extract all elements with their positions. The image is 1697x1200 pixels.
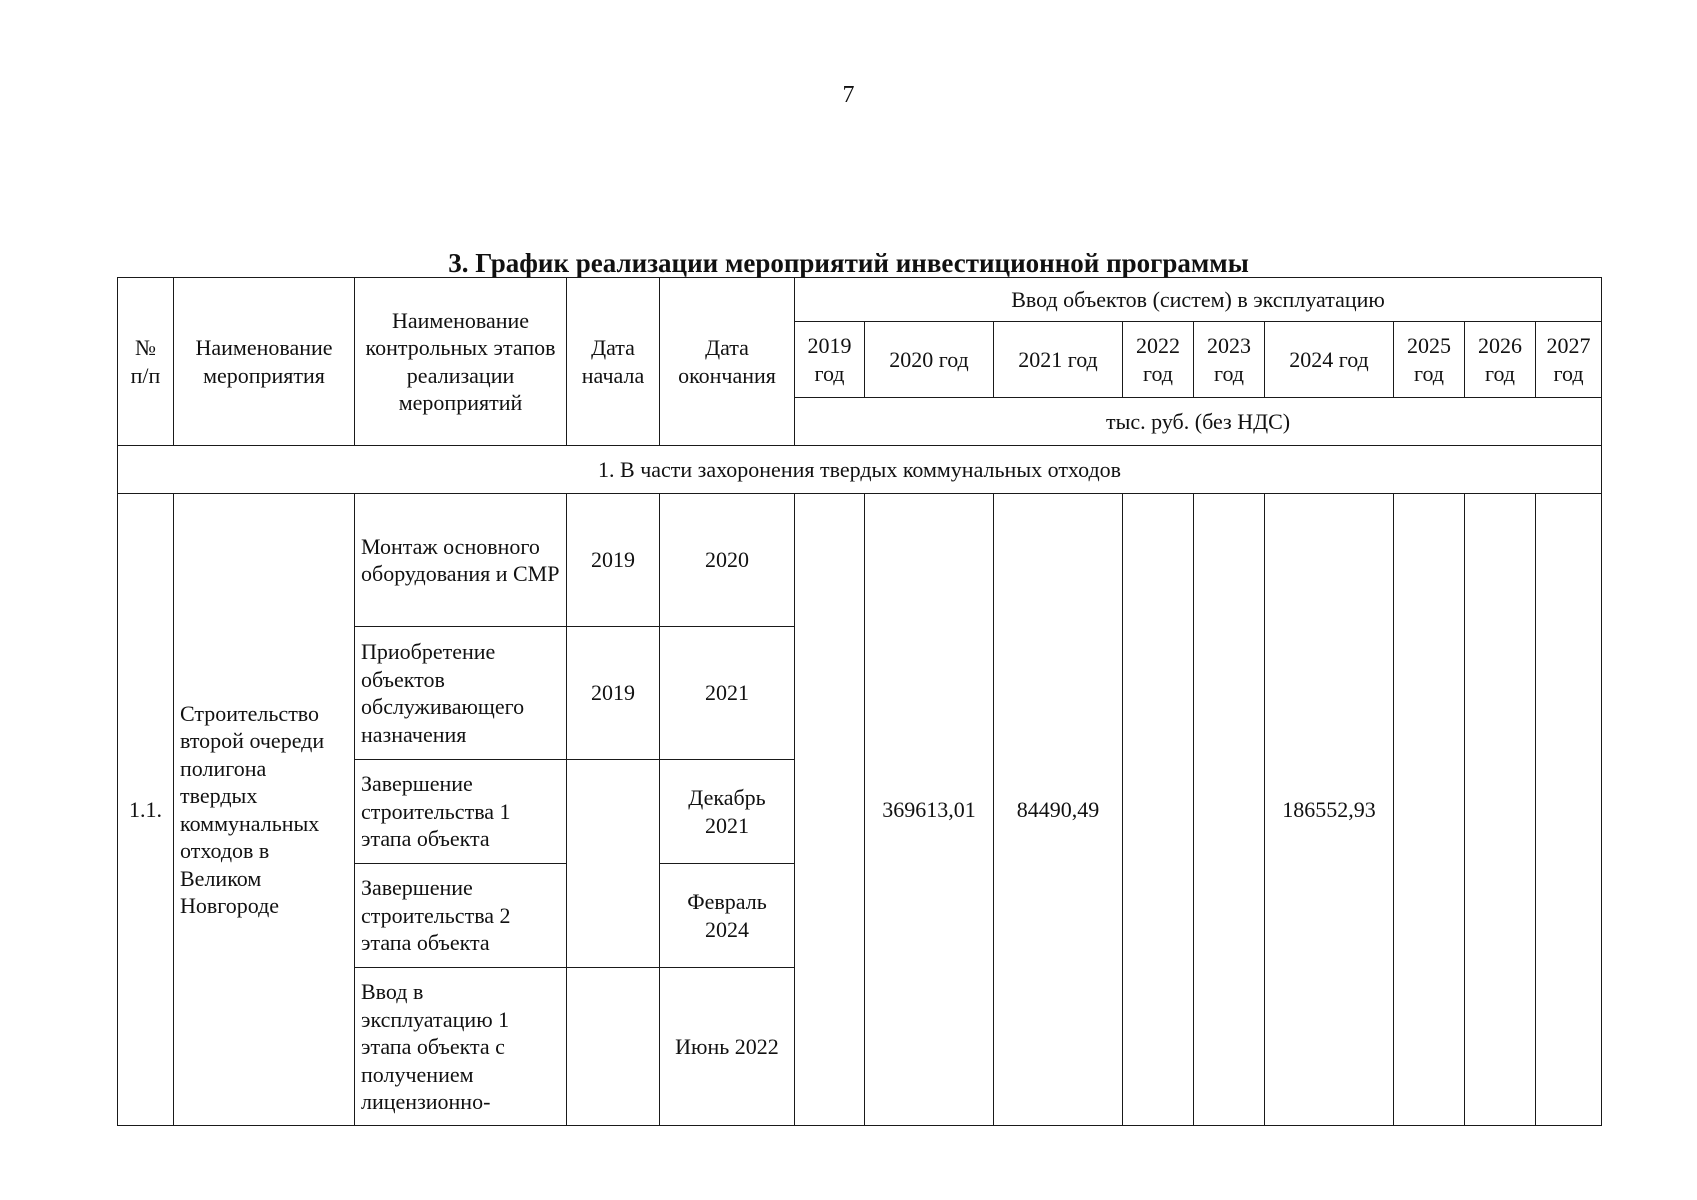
stage-start <box>567 760 660 968</box>
stage-name: Приобретение объектов обслуживающего назначения <box>355 627 567 760</box>
header-year-2024: 2024 год <box>1265 322 1394 398</box>
header-year-2026: 2026 год <box>1465 322 1536 398</box>
stage-end: Февраль 2024 <box>660 864 795 968</box>
stage-end: 2021 <box>660 627 795 760</box>
stage-start <box>567 968 660 1126</box>
page-number: 7 <box>842 82 855 108</box>
item-number: 1.1. <box>118 494 174 1126</box>
value-2019 <box>795 494 865 1126</box>
header-stages: Наименование контрольных этапов реализации мероприятий <box>355 278 567 446</box>
stage-end: Июнь 2022 <box>660 968 795 1126</box>
value-2022 <box>1123 494 1194 1126</box>
header-name: Наименование мероприятия <box>174 278 355 446</box>
header-year-2027: 2027 год <box>1536 322 1602 398</box>
value-2021: 84490,49 <box>994 494 1123 1126</box>
header-year-2025: 2025 год <box>1394 322 1465 398</box>
header-year-2022: 2022 год <box>1123 322 1194 398</box>
value-2026 <box>1465 494 1536 1126</box>
header-commissioning: Ввод объектов (систем) в эксплуатацию <box>795 278 1602 322</box>
section-title: 1. В части захоронения твердых коммунальных отходов <box>118 446 1602 494</box>
header-row-group <box>118 278 1602 322</box>
header-year-2023: 2023 год <box>1194 322 1265 398</box>
stage-start: 2019 <box>567 494 660 627</box>
stage-end: Декабрь 2021 <box>660 760 795 864</box>
stage-name: Завершение строительства 1 этапа объекта <box>355 760 567 864</box>
header-year-2021: 2021 год <box>994 322 1123 398</box>
item-name: Строительство второй очереди полигона твердых коммунальных отходов в Великом Новгороде <box>174 494 355 1126</box>
header-end-date: Дата окончания <box>660 278 795 446</box>
header-num: № п/п <box>118 278 174 446</box>
header-year-2019: 2019 год <box>795 322 865 398</box>
stage-start: 2019 <box>567 627 660 760</box>
header-year-2020: 2020 год <box>865 322 994 398</box>
stage-end: 2020 <box>660 494 795 627</box>
stage-name: Ввод в эксплуатацию 1 этапа объекта с получением лицензионно- <box>355 968 567 1126</box>
stage-name: Завершение строительства 2 этапа объекта <box>355 864 567 968</box>
value-2023 <box>1194 494 1265 1126</box>
value-2020: 369613,01 <box>865 494 994 1126</box>
table-row <box>118 494 1602 627</box>
value-2027 <box>1536 494 1602 1126</box>
stage-name: Монтаж основного оборудования и СМР <box>355 494 567 627</box>
schedule-table <box>117 277 1602 1126</box>
section-row <box>118 446 1602 494</box>
header-start-date: Дата начала <box>567 278 660 446</box>
value-2024: 186552,93 <box>1265 494 1394 1126</box>
value-2025 <box>1394 494 1465 1126</box>
page-title: 3. График реализации мероприятий инвестиционной программы <box>448 248 1249 278</box>
header-unit: тыс. руб. (без НДС) <box>795 398 1602 446</box>
